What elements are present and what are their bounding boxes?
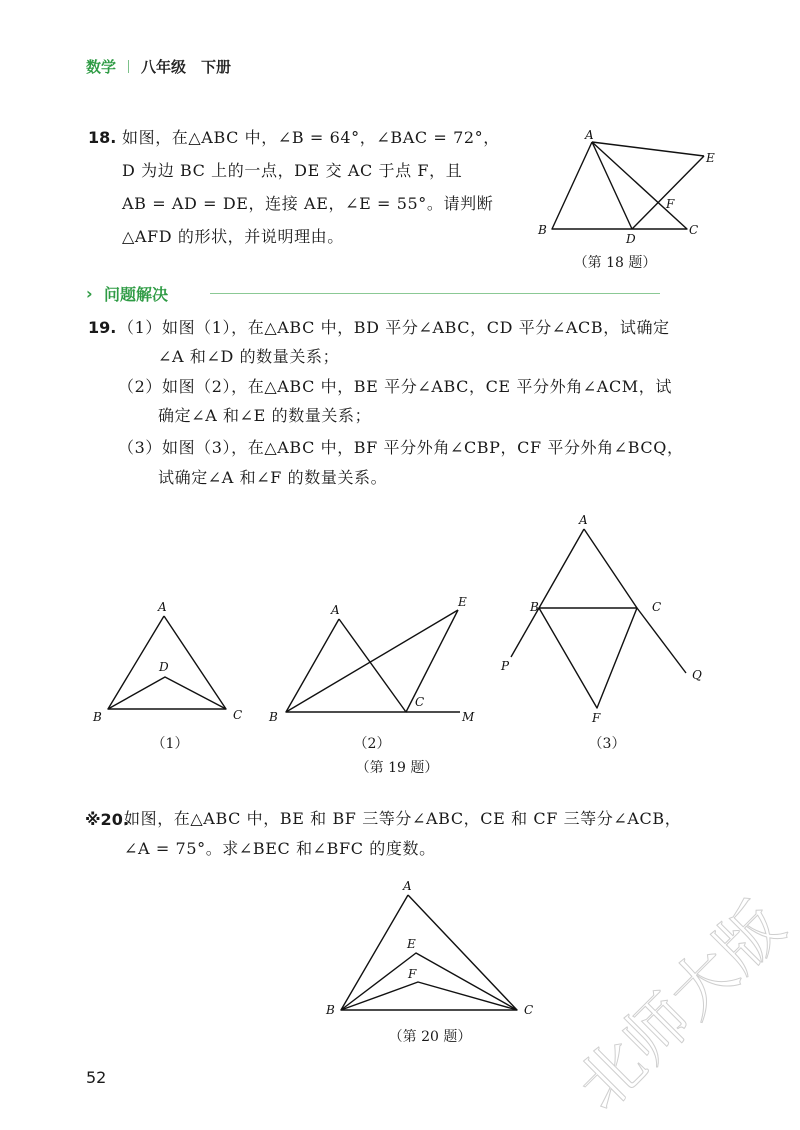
header-divider [128,60,129,73]
q20-label-c: C [524,1003,534,1017]
q19-number: 19. [88,318,117,337]
q18-line-2: D 为边 BC 上的一点，DE 交 AC 于点 F，且 [122,161,463,180]
q19-figure-1 [88,595,248,730]
q19-fig1-caption: （1） [151,736,189,752]
q19-figure-2 [264,590,484,730]
q18-figure [530,125,720,250]
watermark [560,880,800,1130]
q19-fig2-caption: （2） [353,736,391,752]
q19-fig1-label-b: B [93,710,102,724]
watermark-char-4: 版 [701,889,799,987]
q19-fig2-label-c: C [415,695,425,709]
section-title [86,281,168,305]
q19-line-2: ∠A 和∠D 的数量关系； [158,347,340,366]
q19-fig3-label-f: F [592,711,601,725]
watermark-char-1: 北 [563,1026,661,1125]
q19-fig3-label-b: B [530,600,539,614]
header-subject: 数学 [86,58,117,76]
q20-trisectors-f [341,982,517,1010]
q18-label-e: E [706,151,715,165]
q18-label-d: D [626,232,636,246]
q19-fig3-caption: （3） [588,736,626,752]
chevron-right-icon: › [86,283,93,303]
q18-triangle-abc [552,142,687,229]
q20-line-1: 如图，在△ABC 中，BE 和 BF 三等分∠ABC，CE 和 CF 三等分∠ACB， [124,809,682,828]
section-rule [210,293,660,294]
q19-line-6: 试确定∠A 和∠F 的数量关系。 [158,468,388,487]
page-header [86,56,231,77]
q19-line-3: （2）如图（2），在△ABC 中，BE 平分∠ABC，CE 平分外角∠ACM，试 [118,377,672,396]
q19-caption: （第 19 题） [355,760,439,776]
q18-label-f: F [666,197,675,211]
q20-number: ※20. [85,810,129,829]
q19-fig3-label-q: Q [692,668,702,682]
q19-fig3-bisectors [539,608,637,708]
q19-line-1: （1）如图（1），在△ABC 中，BD 平分∠ABC，CD 平分∠ACB，试确定 [118,318,670,337]
watermark-char-3: 大 [655,934,753,1033]
q19-line-5: （3）如图（3），在△ABC 中，BF 平分外角∠CBP，CF 平分外角∠BCQ， [118,438,684,457]
q20-label-e: E [407,937,416,951]
q19-fig3-extension-bp [511,608,539,657]
q18-line-1: 如图，在△ABC 中，∠B = 64°，∠BAC = 72°， [122,128,500,147]
q19-fig2-label-e: E [458,595,467,609]
q18-segment-de [632,156,704,229]
q19-fig2-label-m: M [462,710,475,724]
q19-fig2-label-a: A [331,603,340,617]
q20-label-a: A [403,879,412,893]
page-number: 52 [86,1068,107,1087]
q18-line-4: △AFD 的形状，并说明理由。 [122,227,344,246]
q19-figure-3 [490,505,720,730]
q19-line-4: 确定∠A 和∠E 的数量关系； [158,406,372,425]
q19-fig3-triangle [539,529,637,608]
q19-fig3-label-c: C [652,600,662,614]
q19-fig1-label-d: D [159,660,169,674]
q19-fig3-label-a: A [579,513,588,527]
q18-label-c: C [689,223,699,237]
q19-fig2-label-b: B [269,710,278,724]
q20-figure [320,875,545,1023]
q18-label-b: B [538,223,547,237]
q20-label-f: F [408,967,417,981]
q18-caption: （第 18 题） [573,255,657,271]
q20-triangle [341,895,517,1010]
q18-label-a: A [585,128,594,142]
q20-caption: （第 20 题） [388,1029,472,1045]
q19-fig1-label-c: C [233,708,243,722]
q20-label-b: B [326,1003,335,1017]
q18-segment-ad [592,142,632,229]
section-title-text: 问题解决 [104,284,169,304]
q18-number: 18. [88,128,117,147]
q18-segment-ae [592,142,704,156]
q18-line-3: AB = AD = DE，连接 AE，∠E = 55°。请判断 [122,194,494,213]
header-book: 八年级 下册 [141,58,232,76]
q19-fig1-label-a: A [158,600,167,614]
q19-fig2-triangle [286,619,406,712]
q19-fig3-label-p: P [501,659,510,673]
watermark-char-2: 师 [609,980,707,1079]
q19-fig3-extension-cq [637,608,686,673]
q20-line-2: ∠A = 75°。求∠BEC 和∠BFC 的度数。 [124,839,436,858]
